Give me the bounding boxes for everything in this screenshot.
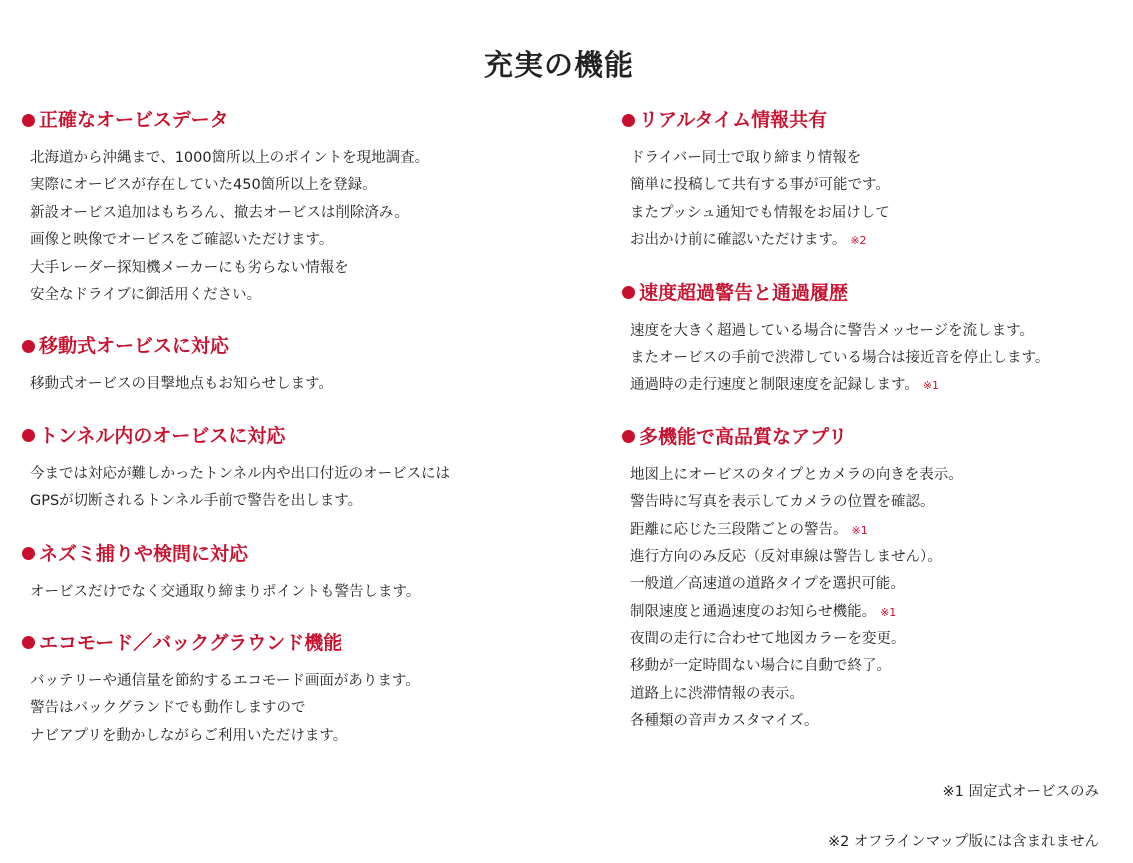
feature-body	[22, 461, 592, 516]
feature-speed-warning-history	[622, 279, 1122, 400]
feature-body	[22, 371, 592, 398]
feature-line: 北海道から沖縄まで、1000箇所以上のポイントを現地調査。	[30, 150, 430, 166]
feature-heading	[622, 423, 1122, 451]
feature-heading-text: 正確なオービスデータ	[39, 109, 229, 131]
feature-line: ドライバー同士で取り締まり情報を	[630, 150, 862, 166]
feature-line: 画像と映像でオービスをご確認いただけます。	[30, 232, 334, 249]
bullet-dot-icon	[22, 340, 35, 353]
feature-heading	[22, 629, 592, 657]
feature-body	[622, 145, 1122, 255]
feature-line-text: 通過時の走行速度と制限速度を記録します。	[630, 377, 919, 394]
feature-line: 地図上にオービスのタイプとカメラの向きを表示。	[630, 466, 963, 483]
feature-line-text: お出かけ前に確認いただけます。	[630, 232, 847, 249]
feature-line: 速度を大きく超過している場合に警告メッセージを流します。	[630, 322, 1034, 339]
feature-line: 警告時に写真を表示してカメラの位置を確認。	[630, 494, 935, 511]
feature-line: 進行方向のみ反応（反対車線は警告しません）。	[630, 548, 942, 565]
feature-accurate-data	[22, 106, 592, 309]
footnote-mark: ※1	[922, 379, 940, 393]
feature-line	[630, 517, 1122, 544]
feature-line: 警告はバックグランドでも動作しますので	[30, 700, 306, 717]
feature-line	[630, 372, 1122, 399]
feature-body	[22, 668, 592, 750]
feature-realtime-sharing	[622, 106, 1122, 255]
feature-line: 今までは対応が難しかったトンネル内や出口付近のオービスには	[30, 465, 451, 482]
footnote-mark: ※1	[851, 523, 868, 537]
feature-line-text: 制限速度と通過速度のお知らせ機能。	[630, 603, 877, 620]
feature-body	[22, 579, 592, 606]
feature-line: 各種類の音声カスタマイズ。	[630, 713, 819, 730]
feature-speed-trap-checkpoint	[22, 540, 592, 606]
feature-body	[622, 318, 1122, 400]
feature-heading	[22, 422, 592, 450]
feature-line: 夜間の走行に合わせて地図カラーを変更。	[630, 631, 906, 648]
feature-tunnel-orbis	[22, 422, 592, 516]
feature-heading-text: 多機能で高品質なアプリ	[639, 425, 848, 448]
feature-line: 大手レーダー探知機メーカーにも劣らない情報を	[30, 259, 349, 276]
feature-body	[622, 462, 1122, 736]
feature-line: またプッシュ通知でも情報をお届けして	[630, 204, 890, 221]
bullet-dot-icon	[22, 114, 35, 127]
bullet-dot-icon	[622, 430, 635, 443]
feature-heading-text: トンネル内のオービスに対応	[39, 424, 286, 447]
right-feature-column	[622, 106, 1122, 736]
feature-heading-text: ネズミ捕りや検問に対応	[39, 542, 249, 565]
footnote-mark: ※1	[880, 605, 897, 619]
feature-line	[630, 227, 1122, 254]
feature-line: 簡単に投稿して共有する事が可能です。	[630, 177, 890, 194]
feature-line: 道路上に渋滞情報の表示。	[630, 685, 804, 702]
feature-line: 安全なドライブに御活用ください。	[30, 286, 262, 303]
bullet-dot-icon	[22, 636, 35, 649]
feature-heading	[22, 106, 592, 134]
feature-line: 移動式オービスの目撃地点もお知らせします。	[30, 376, 333, 393]
bullet-dot-icon	[622, 286, 635, 299]
bullet-dot-icon	[22, 429, 35, 442]
feature-line-text: 距離に応じた三段階ごとの警告。	[630, 521, 848, 538]
feature-mobile-orbis	[22, 332, 592, 398]
feature-heading	[622, 106, 1122, 134]
feature-body	[22, 145, 592, 309]
footnote-fixed-orbis-only: ※1 固定式オービスのみ	[942, 784, 1099, 800]
feature-eco-background-mode	[22, 629, 592, 750]
feature-heading	[22, 540, 592, 568]
feature-line: オービスだけでなく交通取り締まりポイントも警告します。	[30, 583, 421, 600]
feature-heading	[622, 279, 1122, 307]
bullet-dot-icon	[622, 114, 635, 127]
bullet-dot-icon	[22, 547, 35, 560]
feature-line: 一般道／高速道の道路タイプを選択可能。	[630, 576, 905, 593]
feature-heading-text: リアルタイム情報共有	[639, 109, 828, 131]
feature-line: バッテリーや通信量を節約するエコモード画面があります。	[30, 672, 420, 689]
feature-line: 実際にオービスが存在していた450箇所以上を登録。	[30, 177, 377, 194]
left-feature-column	[22, 106, 592, 750]
feature-line: 新設オービス追加はもちろん、撤去オービスは削除済み。	[30, 204, 409, 221]
feature-heading-text: エコモード／バックグラウンド機能	[39, 631, 343, 654]
feature-heading-text: 速度超過警告と通過履歴	[639, 281, 849, 304]
feature-line: ナビアプリを動かしながらご利用いただけます。	[30, 727, 348, 744]
feature-line: またオービスの手前で渋滞している場合は接近音を停止します。	[630, 349, 1050, 366]
feature-multifunction-app	[622, 423, 1122, 736]
feature-line: 移動が一定時間ない場合に自動で終了。	[630, 658, 891, 675]
feature-line	[630, 599, 1122, 626]
page-title: 充実の機能	[483, 48, 634, 83]
footnote-offline-map-excluded: ※2 オフラインマップ版には含まれません	[827, 834, 1099, 850]
feature-heading	[22, 332, 592, 360]
feature-line: GPSが切断されるトンネル手前で警告を出します。	[30, 493, 363, 510]
footnote-mark: ※2	[850, 234, 867, 248]
feature-heading-text: 移動式オービスに対応	[39, 335, 230, 358]
